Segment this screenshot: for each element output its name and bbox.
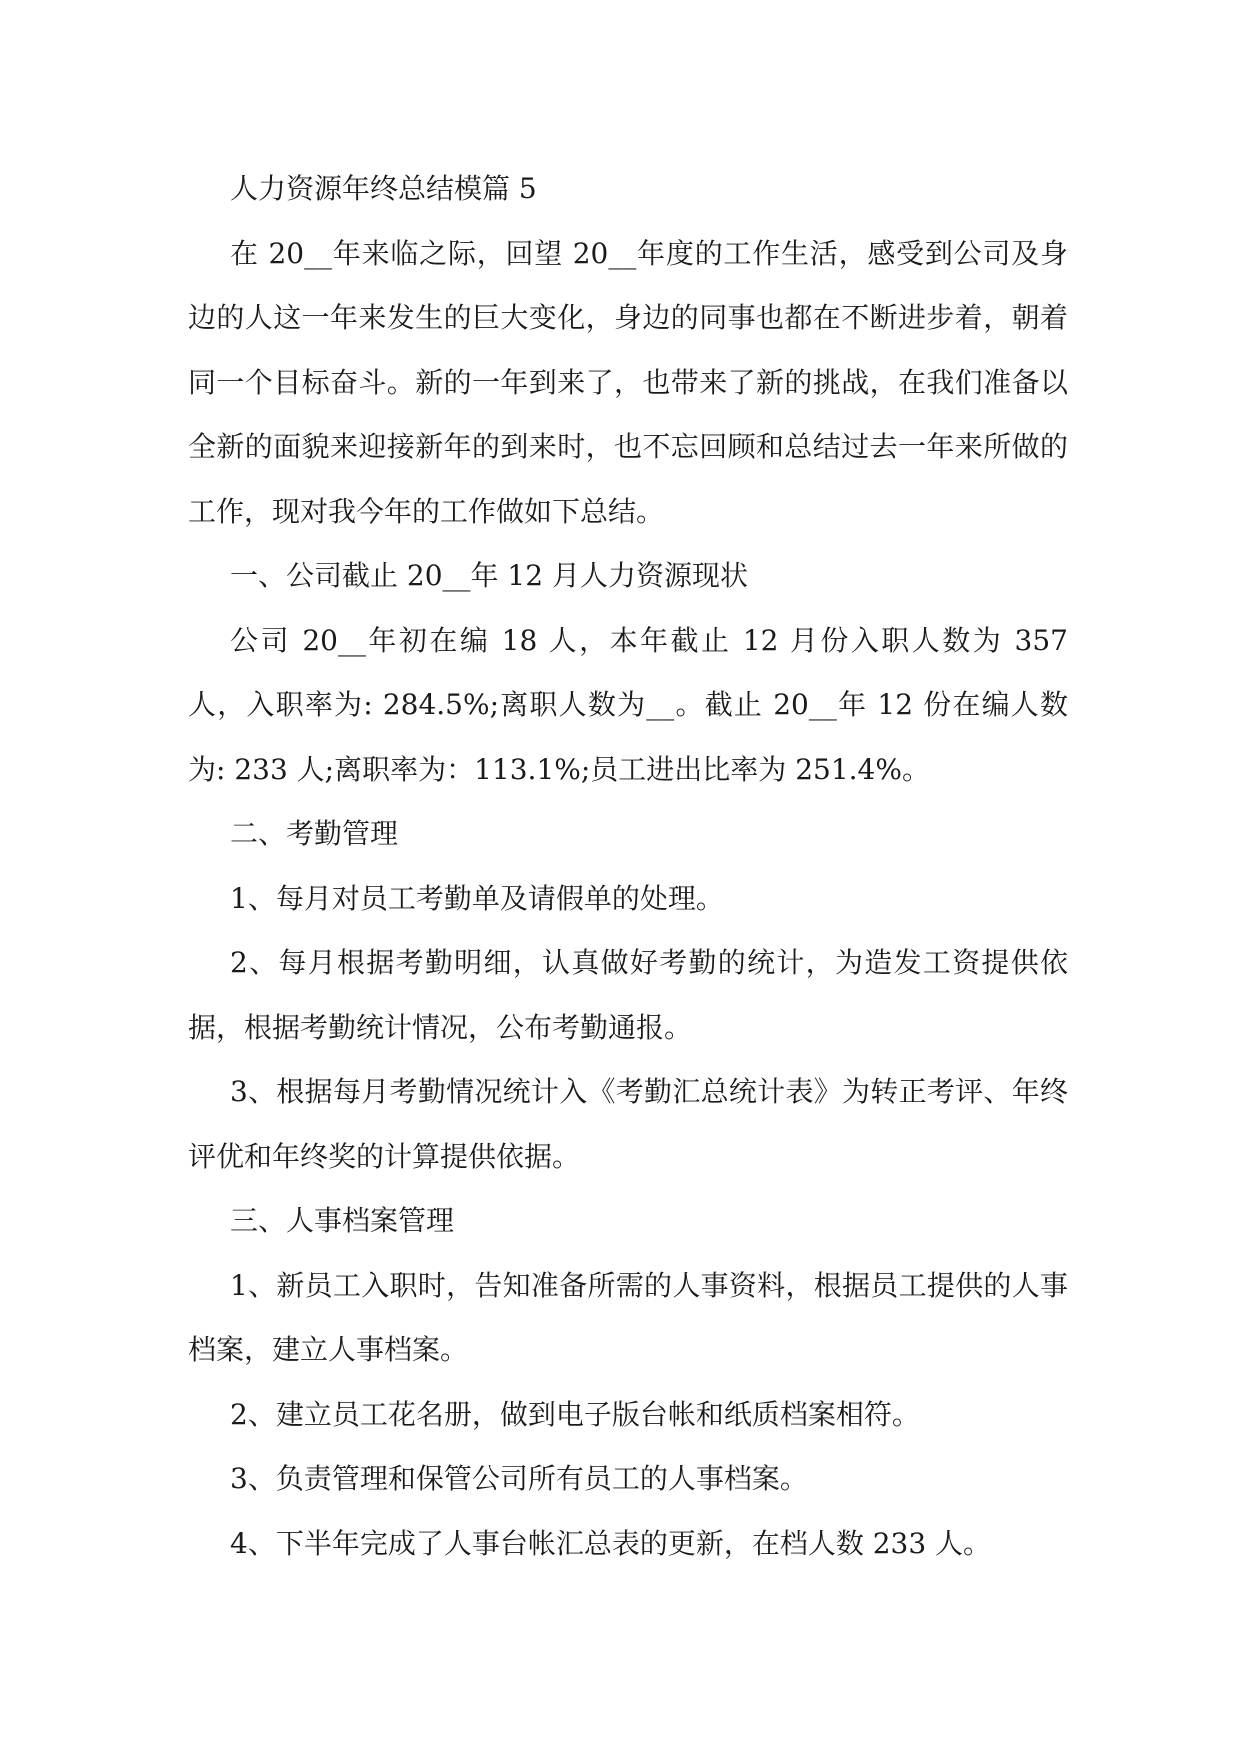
section-heading-personnel-files: 三、人事档案管理	[230, 1204, 455, 1237]
personnel-files-item-2: 2、建立员工花名册，做到电子版台帐和纸质档案相符。	[230, 1397, 920, 1431]
personnel-files-item-3: 3、负责管理和保管公司所有员工的人事档案。	[230, 1462, 808, 1495]
hr-status-paragraph: 公司 20__年初在编 18 人，本年截止 12 月份入职人数为 357 人，入职率为: 284.5%;离职人数为__。截止 20__年 12 份在编人数为: 233 人;离职率为：113.1%;员工进出比率为 251.4%。	[188, 623, 1068, 786]
attendance-item-2: 2、每月根据考勤明细，认真做好考勤的统计，为造发工资提供依据，根据考勤统计情况，公布考勤通报。	[188, 946, 1068, 1044]
intro-paragraph: 在 20__年来临之际，回望 20__年度的工作生活，感受到公司及身边的人这一年来发生的巨大变化，身边的同事也都在不断进步着，朝着同一个目标奋斗。新的一年到来了，也带来了新的挑战，在我们准备以全新的面貌来迎接新年的到来时，也不忘回顾和总结过去一年来所做的工作，现对我今年的工作做如下总结。	[188, 236, 1068, 528]
document-title: 人力资源年终总结模篇 5	[230, 172, 537, 205]
document-body	[188, 157, 1068, 1576]
attendance-item-1: 1、每月对员工考勤单及请假单的处理。	[230, 881, 724, 915]
personnel-files-item-1: 1、新员工入职时，告知准备所需的人事资料，根据员工提供的人事档案，建立人事档案。	[188, 1268, 1068, 1366]
section-heading-attendance: 二、考勤管理	[230, 817, 399, 850]
personnel-files-item-4: 4、下半年完成了人事台帐汇总表的更新，在档人数 233 人。	[230, 1526, 992, 1560]
section-heading-hr-status: 一、公司截止 20__年 12 月人力资源现状	[230, 559, 748, 592]
attendance-item-3: 3、根据每月考勤情况统计入《考勤汇总统计表》为转正考评、年终评优和年终奖的计算提供依据。	[188, 1075, 1068, 1173]
